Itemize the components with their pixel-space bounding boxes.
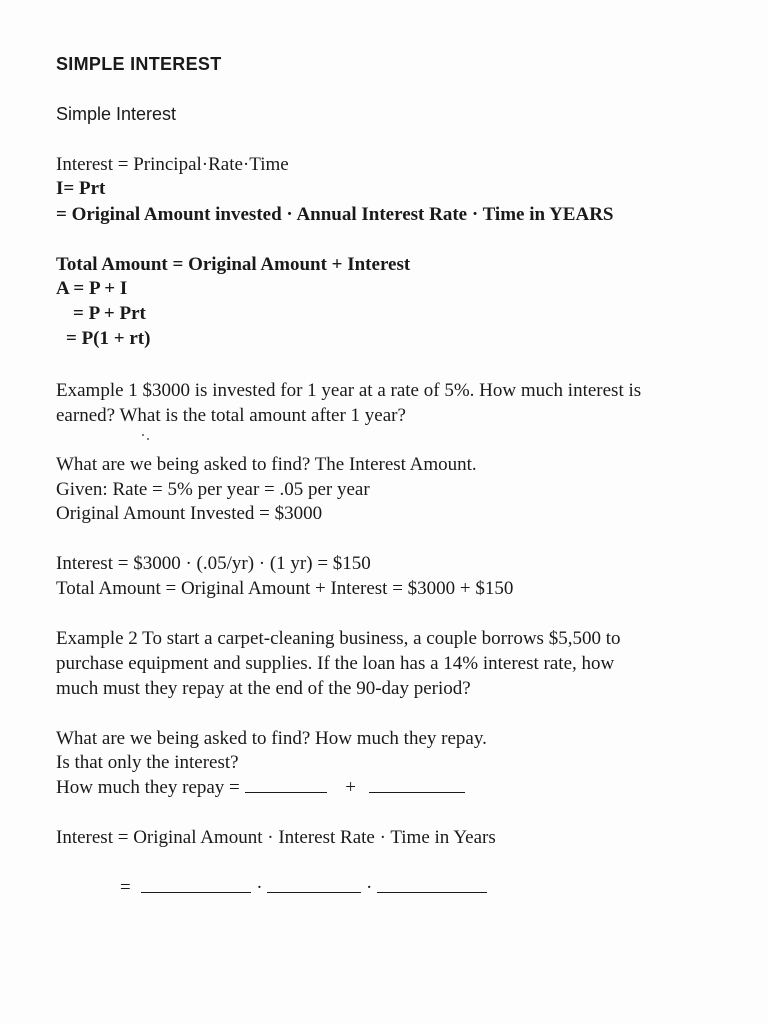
formula-i-prt: I= Prt: [56, 178, 106, 199]
example2-statement-line1: Example 2 To start a carpet-cleaning business, a couple borrows $5,500 to: [56, 628, 621, 649]
example2-repay-equation: [56, 776, 465, 800]
example1-question: What are we being asked to find? The Interest Amount.: [56, 454, 477, 475]
formula-interest-words: Interest = Principal·Rate·Time: [56, 154, 289, 175]
example2-statement-line2: purchase equipment and supplies. If the loan has a 14% interest rate, how: [56, 653, 615, 674]
example1-statement-line1: Example 1 $3000 is invested for 1 year at a rate of 5%. How much interest is: [56, 380, 642, 401]
example1-interest-solution: Interest = $3000 · (.05/yr) · (1 yr) = $150: [56, 553, 371, 574]
repay-blank-1[interactable]: [245, 776, 327, 793]
example2-interest-question: Is that only the interest?: [56, 752, 239, 773]
example2-question: What are we being asked to find? How much they repay.: [56, 728, 487, 749]
example2-fill-in-equation: [120, 876, 487, 900]
multiply-dot-1: ·: [256, 877, 263, 898]
plus-sign: +: [345, 777, 356, 798]
fill-blank-rate[interactable]: [267, 876, 361, 893]
repay-label: How much they repay =: [56, 777, 240, 798]
repay-blank-2[interactable]: [369, 776, 465, 793]
example1-given-amount: Original Amount Invested = $3000: [56, 503, 323, 524]
formula-a-p-i: A = P + I: [56, 278, 128, 299]
equals-sign: =: [120, 877, 131, 898]
scan-speck: [147, 438, 149, 440]
fill-blank-time[interactable]: [377, 876, 487, 893]
example2-interest-formula: Interest = Original Amount · Interest Rate · Time in Years: [56, 827, 496, 848]
formula-expanded: = Original Amount invested · Annual Interest Rate · Time in YEARS: [56, 204, 614, 225]
page-title: SIMPLE INTEREST: [56, 54, 222, 74]
scan-speck: [142, 434, 144, 436]
formula-total-amount-words: Total Amount = Original Amount + Interest: [56, 254, 411, 275]
example2-statement-line3: much must they repay at the end of the 90-day period?: [56, 678, 471, 699]
example1-total-solution: Total Amount = Original Amount + Interest = $3000 + $150: [56, 578, 514, 599]
multiply-dot-2: ·: [366, 877, 373, 898]
formula-p-1-rt: = P(1 + rt): [66, 328, 151, 349]
example1-given-rate: Given: Rate = 5% per year = .05 per year: [56, 479, 370, 500]
section-heading: Simple Interest: [56, 104, 177, 124]
fill-blank-amount[interactable]: [141, 876, 251, 893]
example1-statement-line2: earned? What is the total amount after 1 year?: [56, 405, 406, 426]
formula-p-prt: = P + Prt: [73, 303, 146, 324]
